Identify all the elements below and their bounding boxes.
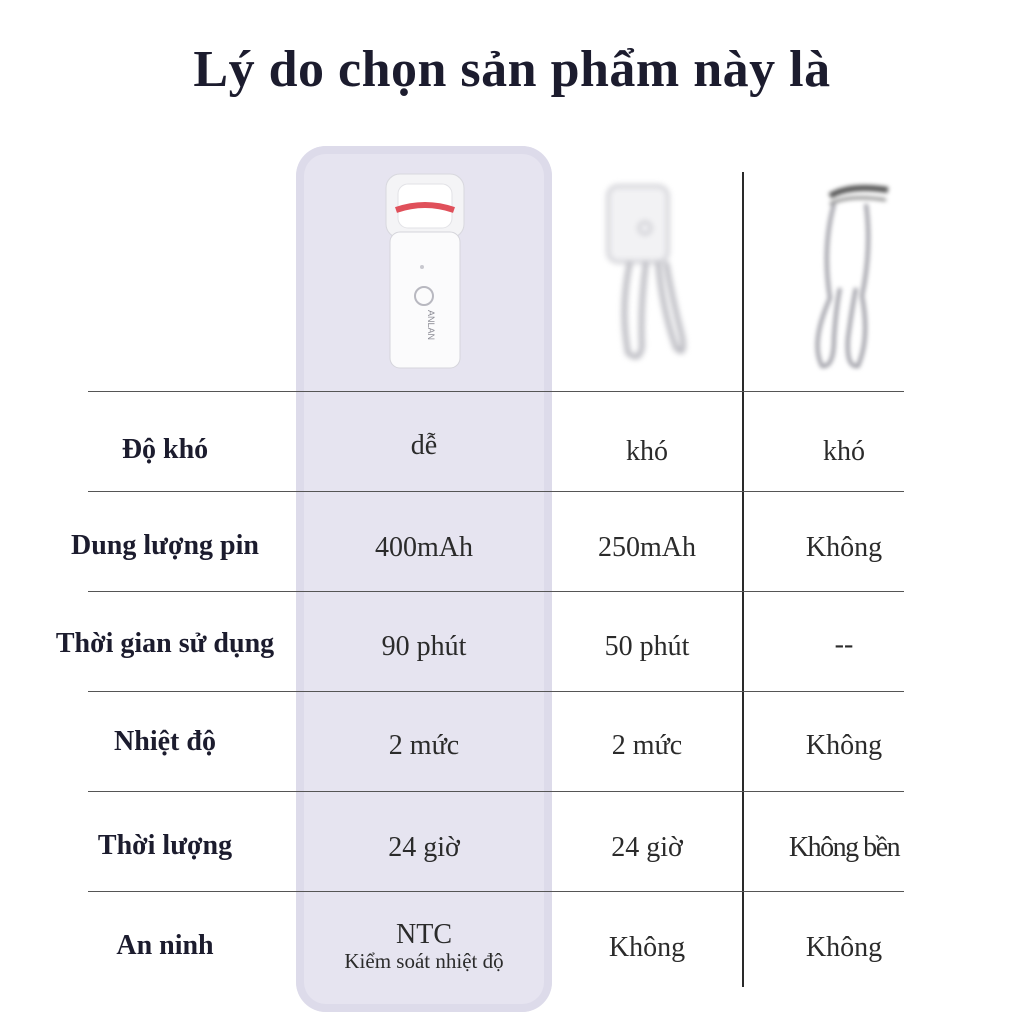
row-label-temperature: Nhiệt độ	[114, 726, 216, 757]
cell-main-battery: 400mAh	[375, 532, 473, 563]
cell-manual-battery: Không	[805, 532, 883, 563]
cell-manual-difficulty: khó	[823, 436, 865, 467]
cell-main-usage-time: 90 phút	[381, 631, 467, 662]
cell-heated-durability: 24 giờ	[611, 832, 683, 863]
manual-curler-image	[800, 178, 895, 373]
cell-manual-safety: Không	[805, 932, 883, 963]
cell-heated-difficulty: khó	[626, 436, 668, 467]
cell-heated-safety: Không	[608, 932, 686, 963]
cell-main-safety	[296, 896, 552, 996]
row-divider	[88, 391, 904, 392]
cell-main-durability: 24 giờ	[388, 832, 460, 863]
row-label-safety: An ninh	[116, 930, 214, 961]
row-label-battery: Dung lượng pin	[71, 530, 259, 561]
page-title: Lý do chọn sản phẩm này là	[193, 41, 831, 98]
safety-ntc: NTC	[396, 919, 452, 951]
cell-heated-battery: 250mAh	[598, 532, 696, 563]
cell-heated-usage-time: 50 phút	[604, 631, 690, 662]
cell-main-temperature: 2 mức	[388, 730, 460, 761]
anlan-eyelash-curler-image	[380, 170, 470, 375]
brand-label: ANLAN	[426, 310, 436, 341]
row-label-difficulty: Độ khó	[121, 434, 209, 465]
cell-main-difficulty: dễ	[410, 430, 438, 461]
heated-curler-image	[600, 178, 695, 373]
cell-manual-durability: Không bền	[788, 832, 900, 863]
cell-manual-usage-time: --	[834, 629, 854, 660]
cell-heated-temperature: 2 mức	[611, 730, 683, 761]
safety-ntc-note: Kiểm soát nhiệt độ	[344, 948, 504, 973]
row-label-durability: Thời lượng	[97, 830, 233, 861]
cell-manual-temperature: Không	[805, 730, 883, 761]
row-label-usage-time: Thời gian sử dụng	[55, 628, 275, 659]
